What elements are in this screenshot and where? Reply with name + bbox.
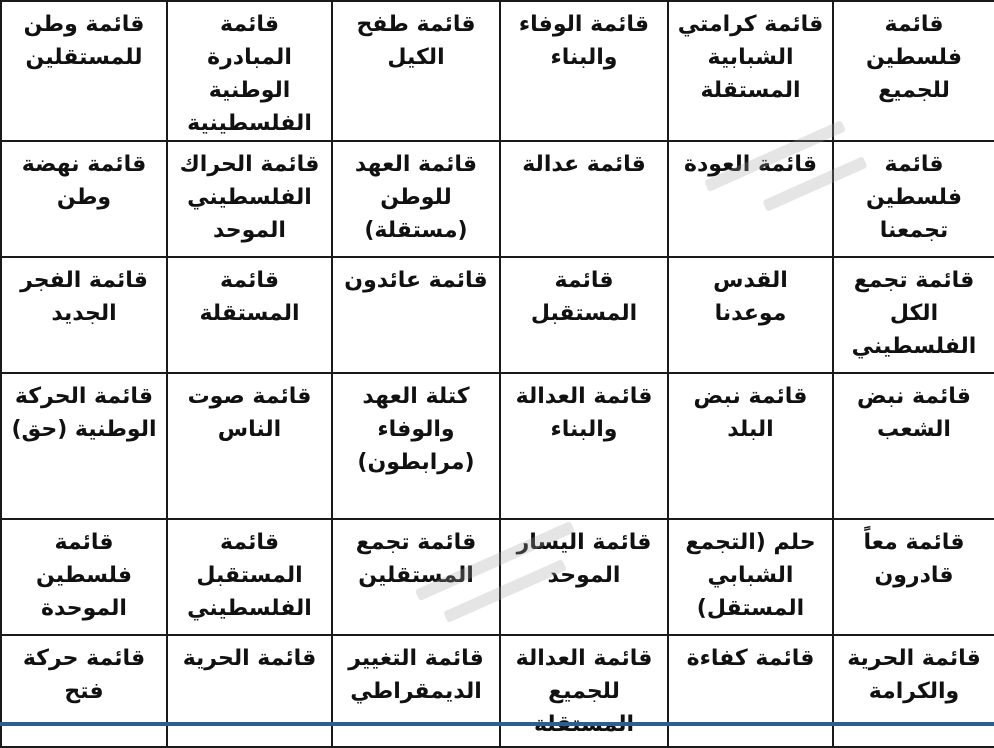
table-cell: [332, 635, 500, 747]
table-cell: [833, 1, 994, 141]
list-name: قائمة عائدون: [344, 268, 488, 293]
list-name: قائمة فلسطين تجمعنا: [866, 152, 962, 243]
list-name: قائمة المبادرة الوطنية الفلسطينية: [187, 12, 312, 136]
table-cell: [500, 635, 668, 747]
table-cell: [332, 519, 500, 635]
list-name: قائمة اليسار الموحد: [516, 530, 652, 588]
table-row: [1, 1, 994, 141]
list-name: القدس موعدنا: [713, 268, 788, 326]
list-name: قائمة المستقبل: [530, 268, 638, 326]
list-name: قائمة تجمع الكل الفلسطيني: [851, 268, 977, 359]
table-cell: [167, 257, 332, 373]
list-name: قائمة معاً قادرون: [863, 530, 965, 588]
table-cell: [1, 257, 167, 373]
table-row: [1, 373, 994, 519]
table-cell: [332, 1, 500, 141]
table-cell: [1, 373, 167, 519]
list-name: قائمة الوفاء والبناء: [518, 12, 650, 70]
list-name: قائمة نبض الشعب: [857, 384, 971, 442]
bottom-edge-bar: [0, 722, 994, 726]
list-name: قائمة تجمع المستقلين: [355, 530, 477, 588]
list-name: قائمة الحرية: [182, 646, 317, 671]
table-cell: [1, 141, 167, 257]
table-cell: [668, 257, 833, 373]
table-cell: [500, 257, 668, 373]
table-cell: [500, 373, 668, 519]
table-cell: [668, 519, 833, 635]
list-name: حلم (التجمع الشبابي المستقل): [685, 530, 816, 621]
list-name: قائمة التغيير الديمقراطي: [348, 646, 484, 704]
list-name: قائمة المستقلة: [199, 268, 300, 326]
table-cell: [332, 257, 500, 373]
table-cell: [668, 1, 833, 141]
list-name: قائمة الفجر الجديد: [20, 268, 148, 326]
list-name: قائمة العدالة للجميع: [515, 646, 653, 704]
table-cell: [332, 141, 500, 257]
list-name: قائمة طفح الكيل: [356, 12, 476, 70]
table-cell: [668, 373, 833, 519]
table-row: [1, 635, 994, 747]
list-name: قائمة العهد للوطن (مستقلة): [354, 152, 478, 243]
list-name: كتلة العهد والوفاء (مرابطون): [357, 384, 475, 475]
table-cell: [668, 635, 833, 747]
table-cell: [1, 1, 167, 141]
list-name: قائمة الحرية والكرامة: [847, 646, 981, 704]
list-name: قائمة العدالة والبناء: [515, 384, 653, 442]
table-row: [1, 257, 994, 373]
list-name: قائمة وطن للمستقلين: [23, 12, 145, 70]
list-name: قائمة عدالة: [522, 152, 646, 177]
list-name: قائمة العودة: [684, 152, 817, 177]
list-name: قائمة حركة فتح: [22, 646, 146, 704]
table-cell: [500, 1, 668, 141]
table-cell: [833, 519, 994, 635]
table-cell: [332, 373, 500, 519]
table-cell: [833, 635, 994, 747]
list-name: قائمة الحراك الفلسطيني الموحد: [179, 152, 320, 243]
list-name: قائمة المستقبل الفلسطيني: [187, 530, 312, 621]
table-cell: [833, 373, 994, 519]
list-name: قائمة نبض البلد: [693, 384, 808, 442]
table-row: [1, 141, 994, 257]
list-name: قائمة كفاءة: [686, 646, 815, 671]
list-name: قائمة نهضة وطن: [21, 152, 147, 210]
table-cell: [167, 373, 332, 519]
list-name: قائمة فلسطين الموحدة: [36, 530, 132, 621]
table-cell: [167, 1, 332, 141]
table-cell: [668, 141, 833, 257]
list-name: قائمة الحركة الوطنية (حق): [11, 384, 157, 442]
list-name: قائمة كرامتي الشبابية المستقلة: [677, 12, 824, 103]
list-name: قائمة فلسطين للجميع: [866, 12, 962, 103]
table-cell: [500, 141, 668, 257]
table-cell: [1, 635, 167, 747]
table-cell: [167, 141, 332, 257]
table-cell: [833, 257, 994, 373]
list-name: قائمة صوت الناس: [187, 384, 312, 442]
table-cell: [167, 519, 332, 635]
table-cell: [1, 519, 167, 635]
table-cell: [167, 635, 332, 747]
table-row: [1, 519, 994, 635]
